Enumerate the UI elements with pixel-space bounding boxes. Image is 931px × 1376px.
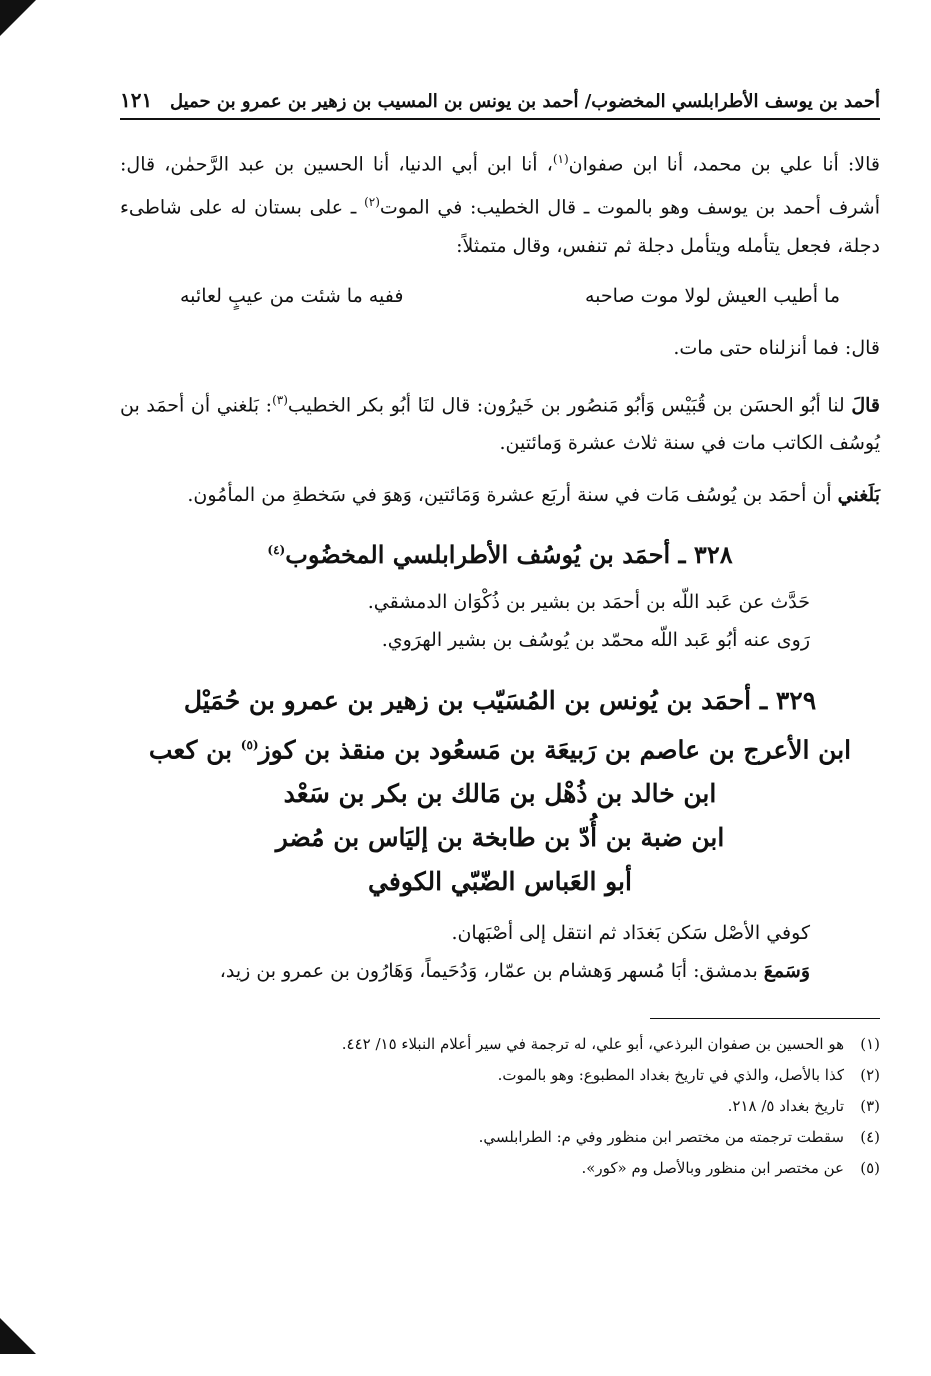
footnote-number: (٤) [860, 1128, 880, 1147]
paragraph-alternate-report [120, 476, 880, 514]
footnote-number: (١) [860, 1035, 880, 1054]
text-segment: قالا: أنا علي بن محمد، أنا ابن صفوان [568, 153, 881, 176]
entry-329-title-line: ٣٢٩ ـ أحمَد بن يُونس بن المُسَيّب بن زهير بن عمرو بن حُمَيْل [183, 685, 817, 715]
footnote-text: تاريخ بغداد ٥/ ٢١٨. [727, 1097, 844, 1116]
paragraph-isnad-1 [120, 140, 880, 265]
entry-329-line-1: كوفي الأصْل سَكن بَغدَاد ثم انتقل إلى أصْبَهان. [451, 922, 810, 945]
footnote-divider [650, 1018, 880, 1019]
paragraph-lead-word: قالَ [851, 393, 880, 416]
entry-328-line-1: حَدَّث عن عَبد اللّه بن أحمَد بن بشير بن ذُكْوَان الدمشقي. [367, 590, 810, 613]
footnote-item [120, 1153, 880, 1184]
paragraph-lead-word: بَلَغني [837, 483, 880, 506]
entry-328-line-2: رَوى عنه أبُو عَبد اللّه محمّد بن يُوسُف بن بشير الهرَوي. [381, 628, 810, 651]
entry-329-title [120, 679, 880, 904]
poetry-verse [180, 277, 840, 315]
entry-329-title-line: ابن خالد بن ذُهْل بن مَالك بن بكر بن سَعْد [283, 779, 717, 809]
running-header [120, 80, 880, 120]
paragraph-death: قال: فما أنزلناه حتى مات. [673, 336, 880, 359]
scan-corner-mark-bottom [0, 1318, 36, 1354]
entry-329-kunya: أبو العَباس الضّبّي الكوفي [368, 867, 632, 897]
text-segment: ، أنا ابن أبي الدنيا، أنا الحسين بن عبد الرَّحمٰن، قال: أشرف أحمد بن يوسف وهو بالموت ـ قال الخطيب: في الموت [120, 153, 880, 219]
text-segment: لنا أبُو الحسَن بن قُبَيْس وَأبُو مَنصُور بن خَيرُون: قال لنَا أبُو بكر الخطيب [287, 393, 852, 416]
text-segment: : بَلغني أن أحمَد بن يُوسُف الكاتب مات في سنة ثلاث عشرة وَمائتين. [120, 393, 880, 454]
footnote-ref-2[interactable]: (٢) [364, 195, 380, 210]
footnote-item [120, 1060, 880, 1091]
footnote-text: هو الحسين بن صفوان البرذعي، أبو علي، له ترجمة في سير أعلام النبلاء ١٥/ ٤٤٢. [341, 1035, 844, 1054]
paragraph-khatib-report [120, 381, 880, 462]
footnote-number: (٣) [860, 1097, 880, 1116]
footnote-text: سقطت ترجمته من مختصر ابن منظور وفي م: الطرابلسي. [478, 1128, 844, 1147]
entry-329-title-line: ابن الأعرج بن عاصم بن رَبيعَة بن مَسعُود بن منقذ بن كوز$^{(٥)}$ بن كعب [148, 735, 852, 765]
footnote-ref-1[interactable]: (١) [552, 152, 569, 166]
footnotes [120, 1029, 880, 1184]
footnote-item [120, 1029, 880, 1060]
footnote-number: (٥) [860, 1159, 880, 1178]
footnote-ref-4[interactable]: (٤) [267, 542, 286, 557]
page-number: ١٢١ [120, 88, 153, 112]
footnote-item [120, 1091, 880, 1122]
text-segment: أن أحمَد بن يُوسُف مَات في سنة أربَع عشرة وَمَائتين، وَهوَ في سَخطةِ من المأمُون. [187, 483, 838, 506]
paragraph-lead-word: وَسَمعَ [763, 960, 810, 983]
entry-329-title-line: ابن ضبة بن أُدّ بن طابخة بن إليَاس بن مُضر [275, 823, 725, 853]
running-title: أحمد بن يوسف الأطرابلسي المخضوب/ أحمد بن يونس بن المسيب بن زهير بن عمرو بن حميل [170, 91, 880, 112]
footnote-item [120, 1122, 880, 1153]
footnote-number: (٢) [860, 1066, 880, 1085]
verse-first-hemistich: ما أطيب العيش لولا موت صاحبه [584, 284, 840, 307]
footnote-text: عن مختصر ابن منظور وبالأصل وم «كور». [581, 1159, 844, 1178]
entry-328-title: ٣٢٨ ـ أحمَد بن يُوسُف الأطرابلسي المخضُوب$^{(٤)}$ [267, 539, 733, 569]
scan-corner-mark-top [0, 0, 36, 36]
footnote-ref-5[interactable]: (٥) [240, 737, 259, 752]
footnote-text: كذا بالأصل، والذي في تاريخ بغداد المطبوع: وهو بالموت. [497, 1066, 844, 1085]
verse-second-hemistich: ففيه ما شئت من عيبٍ لعائبه [180, 284, 404, 307]
book-page [120, 80, 880, 1320]
footnote-ref-3[interactable]: (٣) [272, 392, 288, 407]
entry-329-line-2: وَسَمعَ بدمشق: أبَا مُسهر وَهشام بن عمّار، وَدُحَيماً، وَهَارُون بن عمرو بن زيد، [219, 960, 810, 983]
text-segment: ـ على بستان له على شاطىء دجلة، فجعل يتأمله ويتأمل دجلة ثم تنفس، وقال متمثلاً: [120, 196, 880, 257]
